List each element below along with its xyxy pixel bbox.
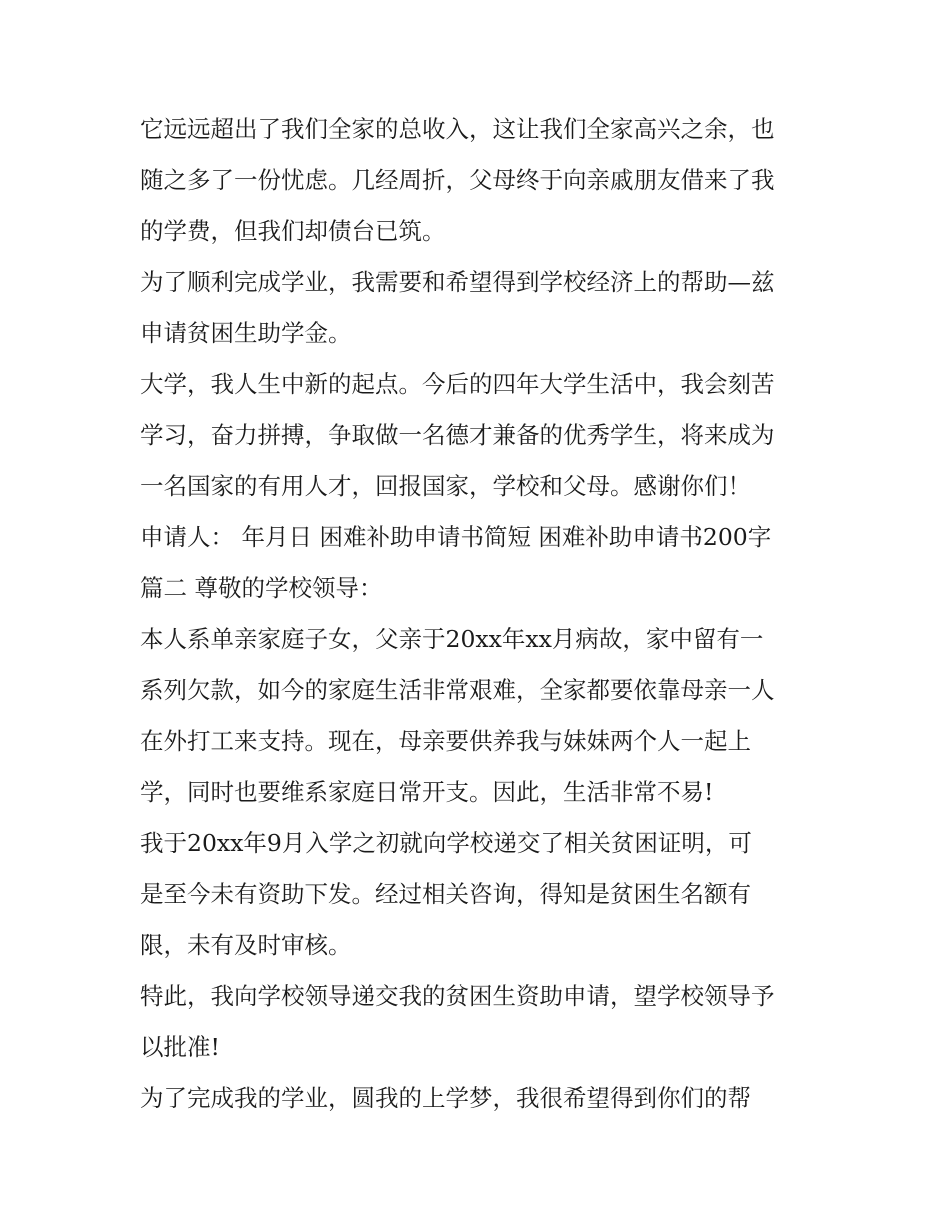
text-line: 特此，我向学校领导递交我的贫困生资助申请，望学校领导予	[140, 982, 775, 1010]
text-line: 本人系单亲家庭子女，父亲于20xx年xx月病故，家中留有一	[140, 625, 764, 653]
text-line: 申请贫困生助学金。	[140, 319, 352, 347]
text-line: 申请人： 年月日 困难补助申请书简短 困难补助申请书200字	[140, 523, 772, 551]
text-line: 一名国家的有用人才，回报国家，学校和父母。感谢你们！	[140, 472, 751, 500]
text-line: 我于20xx年9月入学之初就向学校递交了相关贫困证明，可	[140, 829, 752, 857]
text-line: 篇二 尊敬的学校领导：	[140, 574, 383, 602]
text-line: 大学，我人生中新的起点。今后的四年大学生活中，我会刻苦	[140, 370, 775, 398]
text-line: 在外打工来支持。现在，母亲要供养我与妹妹两个人一起上	[140, 727, 751, 755]
text-line: 的学费，但我们却债台已筑。	[140, 217, 446, 245]
text-line: 限，未有及时审核。	[140, 931, 352, 959]
text-line: 学，同时也要维系家庭日常开支。因此，生活非常不易!	[140, 778, 714, 806]
text-line: 学习，奋力拼搏，争取做一名德才兼备的优秀学生，将来成为	[140, 421, 775, 449]
text-line: 为了完成我的学业，圆我的上学梦，我很希望得到你们的帮	[140, 1084, 751, 1112]
text-line: 是至今未有资助下发。经过相关咨询，得知是贫困生名额有	[140, 880, 751, 908]
text-line: 它远远超出了我们全家的总收入，这让我们全家高兴之余，也	[140, 115, 775, 143]
text-line: 以批准!	[140, 1033, 220, 1061]
text-line: 为了顺利完成学业，我需要和希望得到学校经济上的帮助—兹	[140, 268, 775, 296]
text-line: 系列欠款，如今的家庭生活非常艰难，全家都要依靠母亲一人	[140, 676, 775, 704]
text-line: 随之多了一份忧虑。几经周折，父母终于向亲戚朋友借来了我	[140, 166, 775, 194]
document-body	[140, 104, 820, 1124]
